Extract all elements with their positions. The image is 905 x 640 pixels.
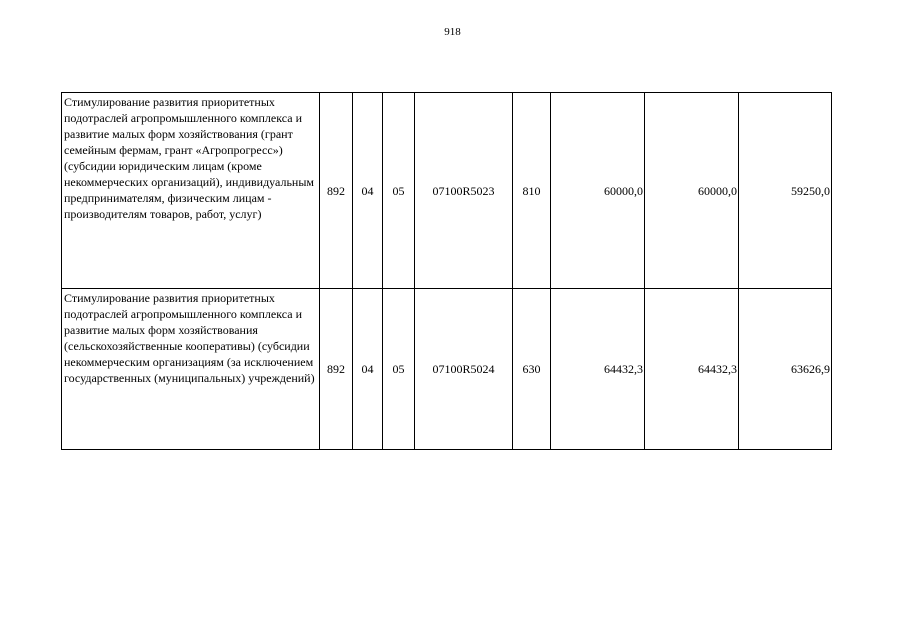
target-article-code: 07100R5023 <box>415 93 513 289</box>
budget-table <box>61 92 832 450</box>
table-row <box>62 93 832 289</box>
row-description: Стимулирование развития приоритетных подотраслей агропромышленного комплекса и развитие малых форм хозяйствования (грант семейным фермам, грант «Агропрогресс») (субсидии юридическим лицам (кроме некоммерческих организаций), индивидуальным предпринимателям, физическим лицам - производителям товаров, работ, услуг) <box>62 93 320 289</box>
table-row <box>62 289 832 450</box>
subsection-code: 05 <box>383 289 415 450</box>
expense-type-code: 630 <box>513 289 551 450</box>
amount-3: 63626,9 <box>739 289 832 450</box>
expense-type-code: 810 <box>513 93 551 289</box>
amount-1: 60000,0 <box>551 93 645 289</box>
page-number: 918 <box>444 26 461 38</box>
amount-2: 60000,0 <box>645 93 739 289</box>
row-description: Стимулирование развития приоритетных подотраслей агропромышленного комплекса и развитие малых форм хозяйствования (сельскохозяйственные кооперативы) (субсидии некоммерческим организациям (за исключением государственных (муниципальных) учреждений) <box>62 289 320 450</box>
target-article-code: 07100R5024 <box>415 289 513 450</box>
ministry-code: 892 <box>320 93 353 289</box>
section-code: 04 <box>353 289 383 450</box>
amount-3: 59250,0 <box>739 93 832 289</box>
ministry-code: 892 <box>320 289 353 450</box>
section-code: 04 <box>353 93 383 289</box>
amount-2: 64432,3 <box>645 289 739 450</box>
subsection-code: 05 <box>383 93 415 289</box>
amount-1: 64432,3 <box>551 289 645 450</box>
